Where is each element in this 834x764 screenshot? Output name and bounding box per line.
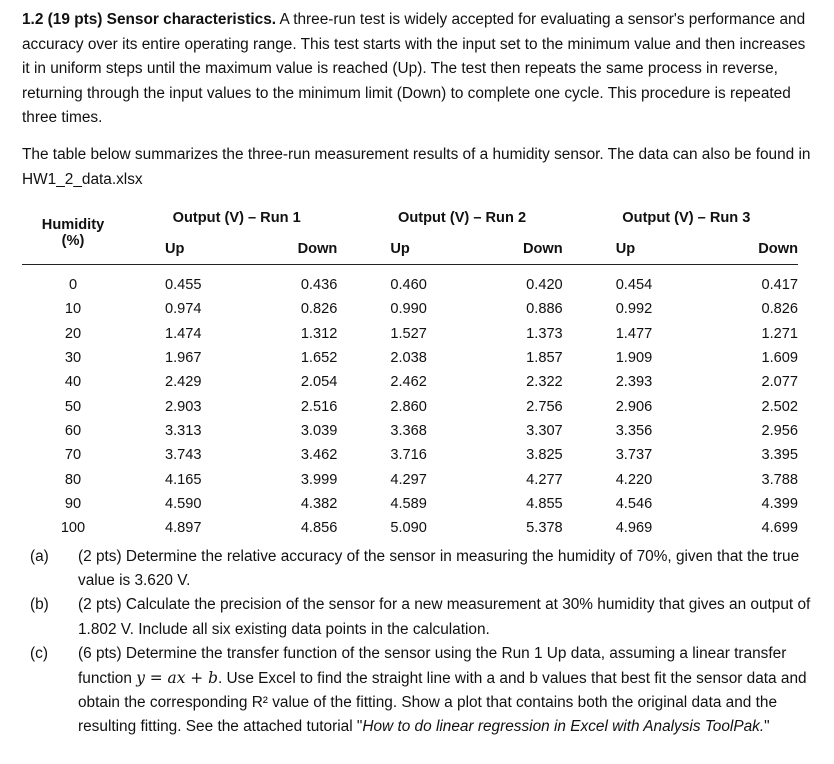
transfer-function-formula: y = ax + b [136,669,218,688]
run2-down-cell: 4.855 [526,495,563,512]
run3-down-cell: 0.417 [761,277,798,294]
run1-down-cell: 2.054 [300,374,338,391]
run1-down-cell: 3.462 [300,447,338,464]
humidity-value-cell: 0 [68,277,78,294]
question-c-text-1: (6 pts) Determine the transfer function of the sensor using the Run 1 Up data, assuming a linear transfer function [78,644,787,688]
run2-down-cell: 0.886 [526,301,563,318]
run3-up-header: Up [575,233,723,265]
run2-up-cell: 0.990 [390,301,427,318]
humidity-value-cell: 80 [64,471,82,488]
table-row [22,394,798,418]
run1-down-header: Down [259,233,349,265]
run3-down-header: Down [722,233,798,265]
run2-down-cell: 4.277 [526,471,563,488]
run3-down-cell: 1.271 [761,325,798,342]
humidity-value-cell: 40 [64,374,82,391]
run1-up-cell: 0.974 [165,301,202,318]
run2-down-cell: 2.756 [526,398,563,415]
intro-paragraph [22,8,812,131]
run2-up-cell: 2.860 [390,398,427,415]
run3-down-cell: 0.826 [761,301,798,318]
run1-up-header: Up [124,233,259,265]
table-row [22,297,798,321]
run1-up-cell: 1.474 [165,325,202,342]
run1-up-cell: 4.897 [165,520,202,537]
run1-down-cell: 3.999 [300,471,338,488]
run2-down-cell: 5.378 [526,520,563,537]
question-b-label: (b) [30,596,49,614]
table-row [22,370,798,394]
table-row [22,492,798,516]
run3-up-cell: 1.477 [615,325,653,342]
question-b [22,593,812,641]
run3-header: Output (V) – Run 3 [622,209,751,226]
problem-heading: 1.2 (19 pts) Sensor characteristics. [22,11,277,28]
run2-up-header: Up [349,233,484,265]
run2-down-cell: 1.373 [526,325,563,342]
run2-header: Output (V) – Run 2 [397,209,527,226]
run3-up-cell: 4.969 [615,520,653,537]
run2-down-cell: 3.825 [526,447,563,464]
run3-down-cell: 4.699 [761,520,798,537]
run2-down-cell: 3.307 [526,422,563,439]
humidity-value-cell: 100 [60,520,86,537]
table-header-row-runs [22,202,798,233]
run1-down-cell: 0.436 [300,277,338,294]
run2-up-cell: 5.090 [390,520,427,537]
question-b-text: (2 pts) Calculate the precision of the sensor for a new measurement at 30% humidity that gives an output of 1.802 V. Include all six existing data points in the calculation. [78,596,811,638]
question-list [22,545,812,740]
run2-down-cell: 0.420 [526,277,563,294]
question-c-text-3: " [764,718,770,736]
run2-up-cell: 4.589 [390,495,427,512]
humidity-header-label: Humidity [41,217,105,233]
run1-up-cell: 2.903 [165,398,202,415]
run1-down-cell: 4.382 [300,495,338,512]
run3-down-cell: 1.609 [761,350,798,367]
question-c [22,642,812,740]
run3-up-cell: 2.393 [615,374,653,391]
question-c-text-2: . Use Excel to find the straight line with a and b values that best fit the sensor data and obtain the corresponding R² value of the fitting. Show a plot that contains both the original data and the resulting fitting. See the attached tutorial " [78,670,807,736]
run1-down-cell: 3.039 [300,422,338,439]
run1-up-cell: 3.743 [165,447,202,464]
run1-up-cell: 4.590 [165,495,202,512]
table-row [22,516,798,540]
run3-up-cell: 3.356 [615,422,653,439]
run3-down-cell: 3.788 [761,471,798,488]
run1-down-cell: 0.826 [300,301,338,318]
summary-paragraph: The table below summarizes the three-run measurement results of a humidity sensor. The data can also be found in HW1_2_data.xlsx [22,146,811,188]
table-row [22,346,798,370]
run1-up-cell: 1.967 [165,350,202,367]
tutorial-title: How to do linear regression in Excel with Analysis ToolPak. [362,718,765,736]
run1-up-cell: 4.165 [165,471,202,488]
table-row [22,322,798,346]
question-a-text: (2 pts) Determine the relative accuracy of the sensor in measuring the humidity of 70%, given that the true value is 3.620 V. [78,548,800,590]
humidity-column-header [22,202,124,265]
humidity-value-cell: 20 [64,325,82,342]
humidity-value-cell: 90 [64,495,82,512]
run3-down-cell: 4.399 [761,495,798,512]
table-row [22,443,798,467]
run3-up-cell: 4.220 [615,471,653,488]
run2-down-cell: 2.322 [526,374,563,391]
run1-up-cell: 2.429 [165,374,202,391]
run2-up-cell: 1.527 [390,325,427,342]
run3-down-cell: 3.395 [761,447,798,464]
question-a [22,545,812,593]
table-row [22,419,798,443]
run3-up-cell: 2.906 [615,398,653,415]
question-a-label: (a) [30,548,49,565]
humidity-header-unit: (%) [61,233,85,249]
run2-up-cell: 2.462 [390,374,427,391]
table-row [22,467,798,491]
run1-down-cell: 1.312 [300,325,338,342]
humidity-value-cell: 30 [64,350,82,367]
run1-down-cell: 4.856 [300,520,338,537]
run1-down-cell: 2.516 [300,398,338,415]
question-c-label: (c) [30,644,48,662]
run3-up-cell: 0.992 [615,301,653,318]
table-header-row-direction [22,233,798,265]
run3-down-cell: 2.502 [761,398,798,415]
run1-up-cell: 0.455 [165,277,202,294]
run3-down-cell: 2.077 [761,374,798,391]
humidity-value-cell: 50 [64,398,82,415]
run2-down-header: Down [485,233,575,265]
run3-down-cell: 2.956 [761,422,798,439]
run3-up-cell: 1.909 [615,350,653,367]
humidity-value-cell: 70 [64,447,82,464]
humidity-value-cell: 10 [64,301,82,318]
run3-up-cell: 0.454 [615,277,653,294]
run2-up-cell: 3.716 [390,447,427,464]
run1-header: Output (V) – Run 1 [172,209,301,226]
humidity-sensor-table [22,202,798,540]
run2-up-cell: 4.297 [390,471,427,488]
run1-down-cell: 1.652 [300,350,338,367]
run2-down-cell: 1.857 [526,350,563,367]
run3-up-cell: 3.737 [615,447,653,464]
run2-up-cell: 3.368 [390,422,427,439]
run3-up-cell: 4.546 [615,495,653,512]
table-row [22,273,798,297]
humidity-value-cell: 60 [64,422,82,439]
run2-up-cell: 2.038 [390,350,427,367]
run2-up-cell: 0.460 [390,277,427,294]
run1-up-cell: 3.313 [165,422,202,439]
intro-text: A three-run test is widely accepted for evaluating a sensor's performance and accuracy over its entire operating range. This test starts with the input set to the minimum value and then increases it in uniform steps until the maximum value is reached (Up). The test then repeats the same process in reverse, returning through the input values to the minimum limit (Down) to complete one cycle. This procedure is repeated three times. [22,11,806,127]
table-body [22,265,798,541]
